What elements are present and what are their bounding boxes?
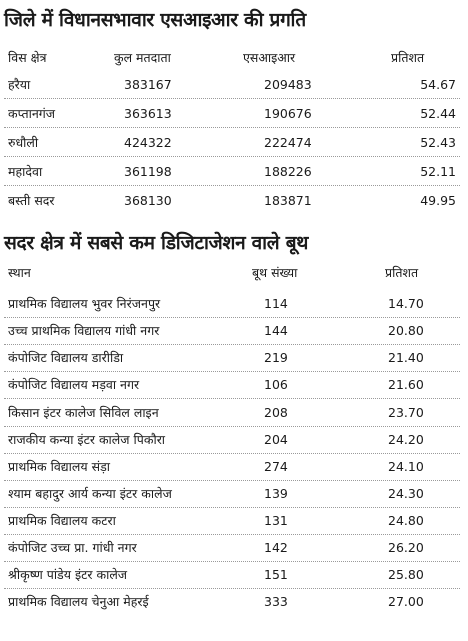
table1-header-percent: प्रतिशत <box>391 50 425 65</box>
booth-number: 151 <box>264 567 288 582</box>
location-name: प्राथमिक विद्यालय कटरा <box>8 513 116 528</box>
location-name: किसान इंटर कालेज सिविल लाइन <box>8 405 159 420</box>
constituency-name: महादेवा <box>8 164 43 179</box>
booth-number: 114 <box>264 296 288 311</box>
percent: 52.11 <box>420 164 456 179</box>
constituency-name: बस्ती सदर <box>8 193 55 208</box>
section1-title: जिले में विधानसभावार एसआइआर की प्रगति <box>4 9 306 31</box>
percent: 21.60 <box>388 377 424 392</box>
total-voters: 363613 <box>124 106 172 121</box>
booth-number: 333 <box>264 594 288 609</box>
constituency-name: रुधौली <box>8 135 39 150</box>
sir-count: 190676 <box>264 106 312 121</box>
location-name: कंपोजिट उच्च प्रा. गांधी नगर <box>8 540 137 555</box>
percent: 20.80 <box>388 323 424 338</box>
sir-count: 188226 <box>264 164 312 179</box>
constituency-name: हरैया <box>8 77 31 92</box>
total-voters: 368130 <box>124 193 172 208</box>
percent: 24.20 <box>388 432 424 447</box>
row-divider <box>4 480 460 481</box>
row-divider <box>4 127 460 128</box>
constituency-name: कप्तानगंज <box>8 106 56 121</box>
table1-header-sir: एसआइआर <box>243 50 296 65</box>
table1-header-total-voters: कुल मतदाता <box>114 50 171 65</box>
percent: 24.30 <box>388 486 424 501</box>
row-divider <box>4 98 460 99</box>
booth-number: 219 <box>264 350 288 365</box>
location-name: उच्च प्राथमिक विद्यालय गांधी नगर <box>8 323 160 338</box>
location-name: श्याम बहादुर आर्य कन्या इंटर कालेज <box>8 486 172 501</box>
location-name: कंपोजिट विद्यालय डारीडिा <box>8 350 124 365</box>
percent: 54.67 <box>420 77 456 92</box>
total-voters: 424322 <box>124 135 172 150</box>
sir-count: 209483 <box>264 77 312 92</box>
table2-header-location: स्थान <box>8 265 31 280</box>
row-divider <box>4 507 460 508</box>
location-name: प्राथमिक विद्यालय भुवर निरंजनपुर <box>8 296 161 311</box>
percent: 52.43 <box>420 135 456 150</box>
booth-number: 142 <box>264 540 288 555</box>
booth-number: 274 <box>264 459 288 474</box>
location-name: श्रीकृष्ण पांडेय इंटर कालेज <box>8 567 128 582</box>
row-divider <box>4 588 460 589</box>
row-divider <box>4 344 460 345</box>
row-divider <box>4 426 460 427</box>
percent: 24.10 <box>388 459 424 474</box>
location-name: राजकीय कन्या इंटर कालेज पिकौरा <box>8 432 166 447</box>
table1-header-constituency: विस क्षेत्र <box>8 50 47 65</box>
percent: 26.20 <box>388 540 424 555</box>
booth-number: 139 <box>264 486 288 501</box>
percent: 27.00 <box>388 594 424 609</box>
percent: 24.80 <box>388 513 424 528</box>
row-divider <box>4 534 460 535</box>
percent: 49.95 <box>420 193 456 208</box>
percent: 25.80 <box>388 567 424 582</box>
total-voters: 361198 <box>124 164 172 179</box>
location-name: कंपोजिट विद्यालय मड़वा नगर <box>8 377 140 392</box>
percent: 52.44 <box>420 106 456 121</box>
row-divider <box>4 156 460 157</box>
booth-number: 208 <box>264 405 288 420</box>
row-divider <box>4 453 460 454</box>
percent: 14.70 <box>388 296 424 311</box>
booth-number: 144 <box>264 323 288 338</box>
row-divider <box>4 561 460 562</box>
section2-title: सदर क्षेत्र में सबसे कम डिजिटाजेशन वाले बूथ <box>4 232 309 254</box>
location-name: प्राथमिक विद्यालय चेनुआ मेहरई <box>8 594 149 609</box>
sir-count: 222474 <box>264 135 312 150</box>
row-divider <box>4 371 460 372</box>
row-divider <box>4 398 460 399</box>
row-divider <box>4 185 460 186</box>
booth-number: 204 <box>264 432 288 447</box>
percent: 21.40 <box>388 350 424 365</box>
booth-number: 131 <box>264 513 288 528</box>
table2-header-percent: प्रतिशत <box>385 265 419 280</box>
sir-count: 183871 <box>264 193 312 208</box>
percent: 23.70 <box>388 405 424 420</box>
booth-number: 106 <box>264 377 288 392</box>
total-voters: 383167 <box>124 77 172 92</box>
row-divider <box>4 317 460 318</box>
table2-header-booth-number: बूथ संख्या <box>252 265 298 280</box>
location-name: प्राथमिक विद्यालय संड़ा <box>8 459 110 474</box>
